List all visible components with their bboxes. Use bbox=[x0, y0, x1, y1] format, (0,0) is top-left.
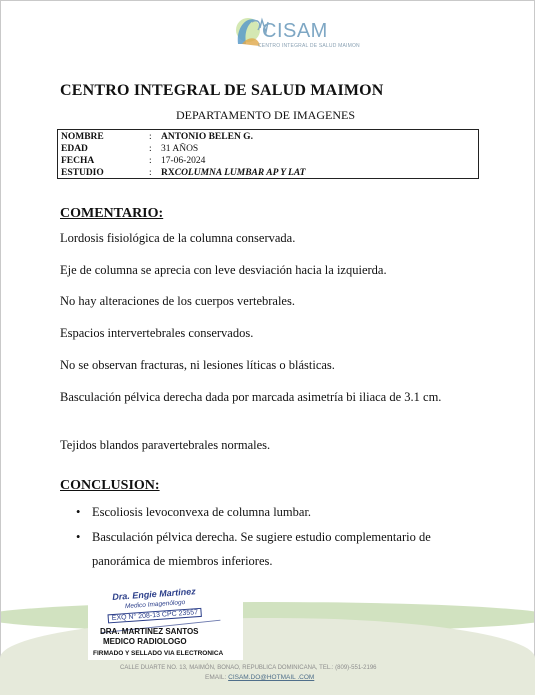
comentario-paragraph: Espacios intervertebrales conservados. bbox=[60, 326, 254, 340]
patient-row-fecha bbox=[61, 155, 205, 167]
patient-row-estudio bbox=[61, 167, 305, 179]
field-value: ANTONIO BELEN G. bbox=[161, 132, 253, 142]
comentario-paragraph: Eje de columna se aprecia con leve desviación hacia la izquierda. bbox=[60, 263, 387, 277]
footer-band bbox=[0, 618, 535, 695]
field-key: NOMBRE bbox=[61, 132, 104, 142]
field-value-prefix: RX bbox=[161, 168, 175, 178]
page-title: CENTRO INTEGRAL DE SALUD MAIMON bbox=[60, 82, 384, 99]
footer-address: CALLE DUARTE NO. 13, MAIMÓN, BONAO, REPUBLICA DOMINICANA, TEL.: (809)-551-2196 bbox=[120, 665, 377, 671]
stamp-exequatur: EXQ N° 208-13 CPC 23557 bbox=[108, 608, 203, 624]
field-value: 31 AÑOS bbox=[161, 144, 199, 154]
department-label: DEPARTAMENTO DE IMAGENES bbox=[176, 108, 355, 122]
bullet-icon: • bbox=[76, 505, 81, 519]
field-colon: : bbox=[149, 168, 152, 178]
conclusion-item-text: Escoliosis levoconvexa de columna lumbar. bbox=[92, 505, 312, 519]
comentario-paragraph: Lordosis fisiológica de la columna conservada. bbox=[60, 231, 296, 245]
patient-row-nombre bbox=[61, 131, 253, 143]
patient-info-box bbox=[57, 129, 479, 179]
field-value: 17-06-2024 bbox=[161, 156, 206, 166]
doctor-name: DRA. MARTINEZ SANTOS bbox=[100, 627, 199, 636]
conclusion-item-text: Basculación pélvica derecha. Se sugiere estudio complementario de panorámica de miembros inferiores. bbox=[92, 530, 431, 568]
email-link[interactable]: CISAM.DO@HOTMAIL .COM bbox=[228, 674, 315, 681]
logo-subtitle: CENTRO INTEGRAL DE SALUD MAIMON bbox=[258, 43, 360, 49]
comentario-paragraph: No se observan fracturas, ni lesiones líticas o blásticas. bbox=[60, 358, 335, 372]
field-colon: : bbox=[149, 132, 152, 142]
field-colon: : bbox=[149, 156, 152, 166]
field-value: COLUMNA LUMBAR AP Y LAT bbox=[174, 168, 306, 178]
field-key: FECHA bbox=[61, 156, 95, 166]
logo-text: CISAM bbox=[262, 20, 328, 42]
comentario-paragraph: Tejidos blandos paravertebrales normales. bbox=[60, 438, 271, 452]
field-key: EDAD bbox=[61, 144, 88, 154]
patient-row-edad bbox=[61, 143, 198, 155]
comentario-heading: COMENTARIO: bbox=[60, 206, 164, 221]
footer-email bbox=[205, 674, 314, 681]
field-key: ESTUDIO bbox=[61, 168, 104, 178]
electronic-signature-note: FIRMADO Y SELLADO VIA ELECTRONICA bbox=[93, 650, 224, 657]
conclusion-heading: CONCLUSION: bbox=[60, 478, 160, 493]
email-label: EMAIL: bbox=[205, 674, 227, 681]
bullet-icon: • bbox=[76, 530, 81, 544]
doctor-title: MEDICO RADIOLOGO bbox=[103, 637, 187, 646]
stamp-name: Dra. Engie Martinez bbox=[111, 586, 196, 603]
comentario-paragraph: No hay alteraciones de los cuerpos vertebrales. bbox=[60, 294, 295, 308]
comentario-paragraph: Basculación pélvica derecha dada por marcada asimetría bi iliaca de 3.1 cm. bbox=[60, 390, 442, 404]
stamp-role: Medico Imagenólogo bbox=[124, 598, 186, 611]
field-colon: : bbox=[149, 144, 152, 154]
doctor-block bbox=[100, 627, 199, 647]
